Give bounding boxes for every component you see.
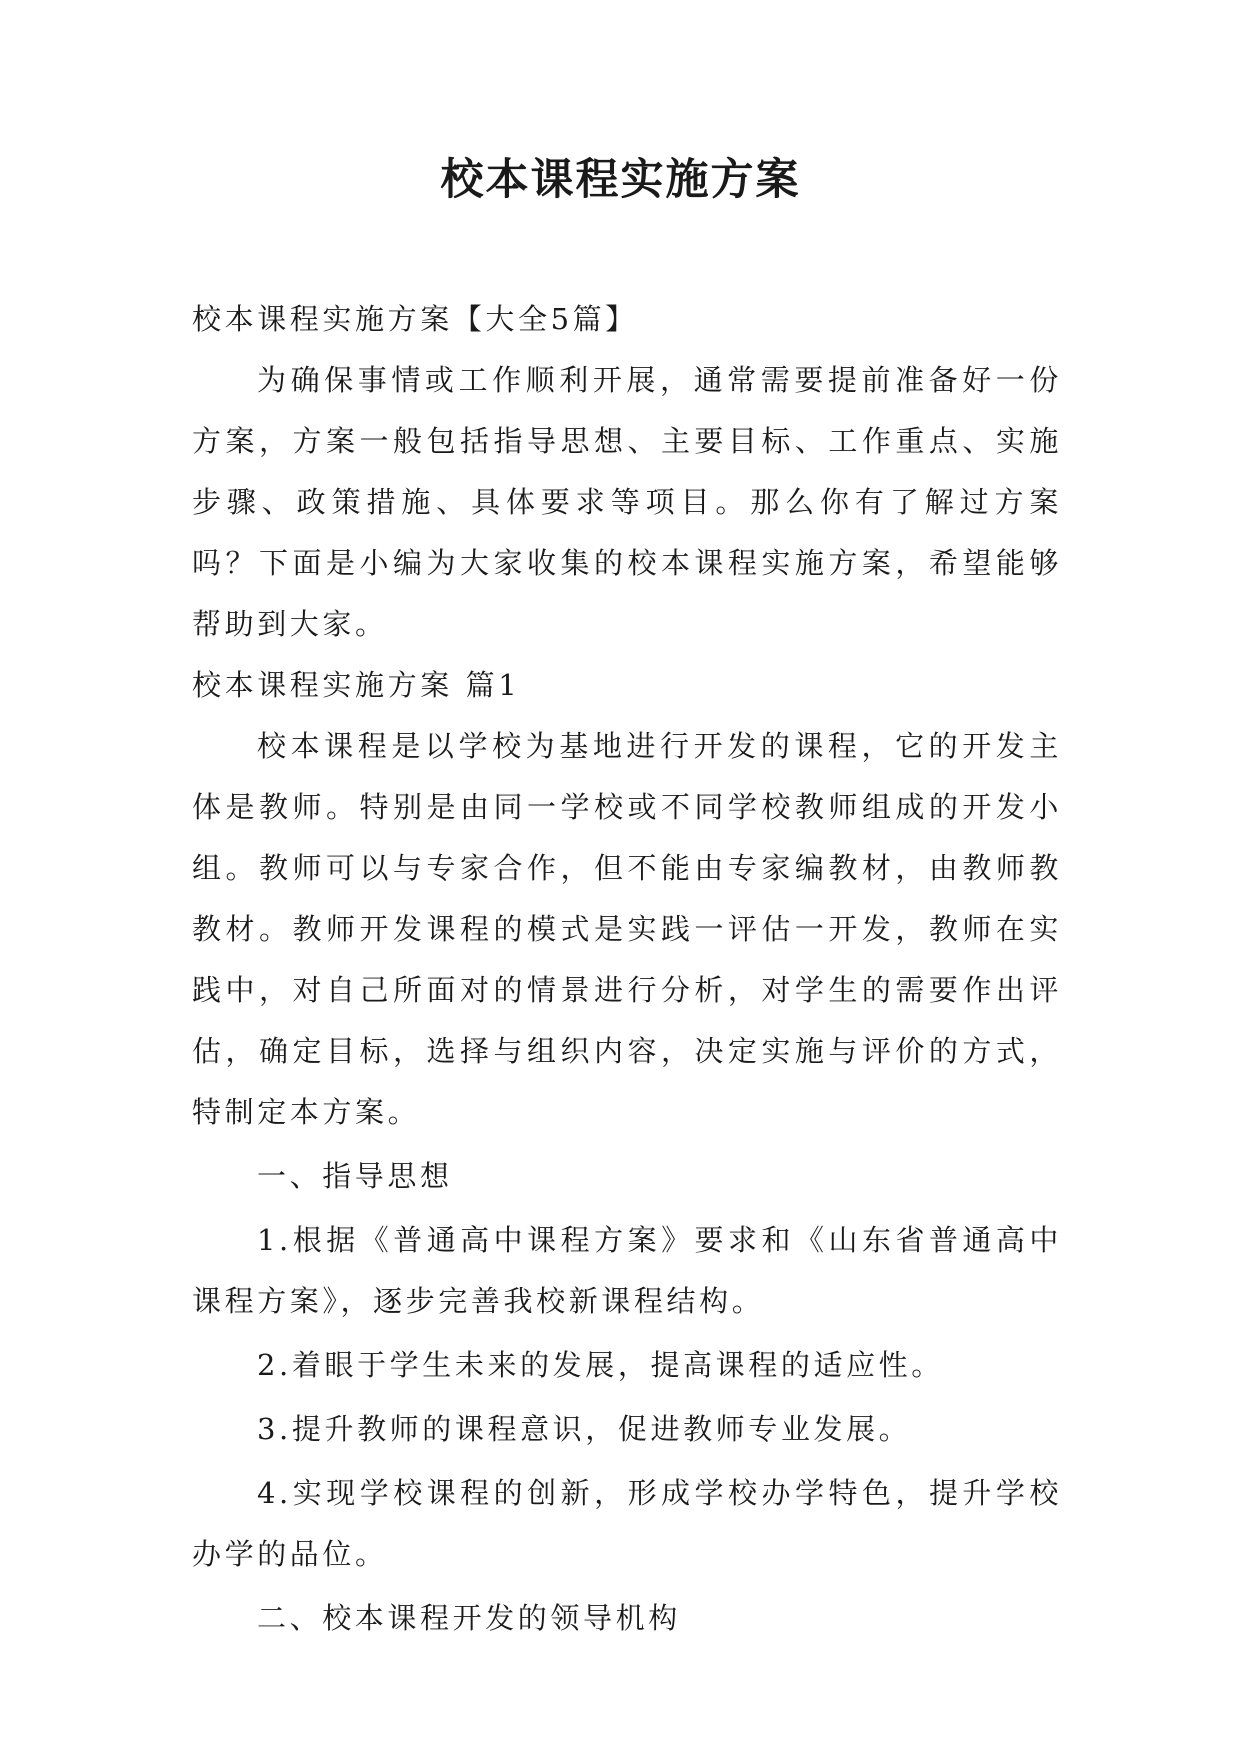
document-title: 校本课程实施方案 [440,155,801,205]
list-item: 4.实现学校课程的创新，形成学校办学特色，提升学校办学的品位。 [192,1476,1062,1571]
section-heading: 校本课程实施方案 篇1 [192,668,521,702]
section-heading: 一、指导思想 [257,1159,453,1193]
document-body [192,289,1062,1649]
list-item: 2.着眼于学生未来的发展，提高课程的适应性。 [257,1348,944,1382]
paragraph: 校本课程是以学校为基地进行开发的课程，它的开发主体是教师。特别是由同一学校或不同学校教师组成的开发小组。教师可以与专家合作，但不能由专家编教材，由教师教教材。教师开发课程的模式是实践一评估一开发，教师在实践中，对自己所面对的情景进行分析，对学生的需要作出评估，确定目标，选择与组织内容，决定实施与评价的方式，特制定本方案。 [192,729,1062,1129]
list-item: 1.根据《普通高中课程方案》要求和《山东省普通高中课程方案》，逐步完善我校新课程结构。 [192,1223,1062,1318]
paragraph: 为确保事情或工作顺利开展，通常需要提前准备好一份方案，方案一般包括指导思想、主要目标、工作重点、实施步骤、政策措施、具体要求等项目。那么你有了解过方案吗？下面是小编为大家收集的校本课程实施方案，希望能够帮助到大家。 [192,363,1062,641]
section-heading: 二、校本课程开发的领导机构 [257,1601,681,1635]
list-item: 3.提升教师的课程意识，促进教师专业发展。 [257,1412,912,1446]
paragraph: 校本课程实施方案【大全5篇】 [192,302,638,336]
